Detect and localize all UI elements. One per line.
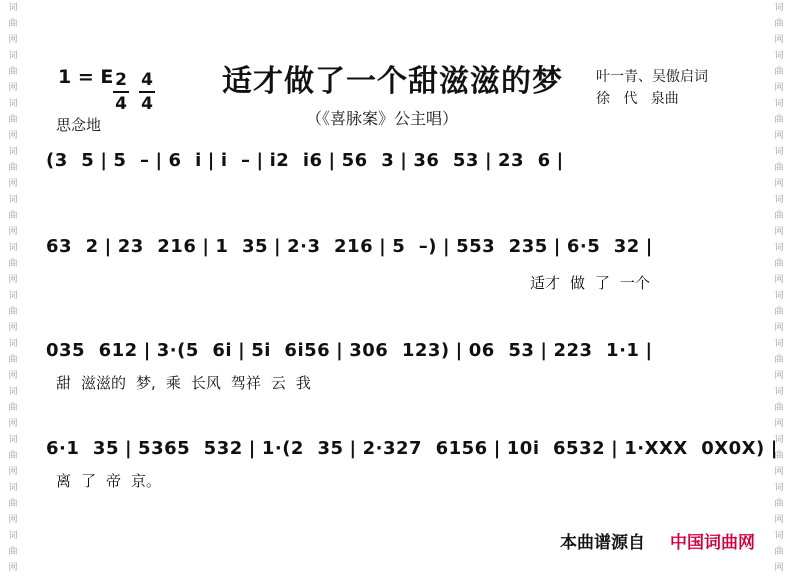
score-line-1: [46, 150, 570, 178]
barline: |: [556, 150, 564, 171]
time-signature-4-4: [138, 70, 156, 114]
lyric-syllable: 一个: [620, 274, 651, 292]
measure: 3·(5 6i: [156, 340, 233, 361]
watermark-char: 曲: [774, 115, 784, 125]
watermark-char: 词: [774, 435, 784, 445]
watermark-char: 网: [8, 467, 18, 477]
watermark-char: 词: [8, 531, 18, 541]
measure: 306 123): [349, 340, 450, 361]
lyric-syllable: 甜: [56, 374, 72, 392]
time-top: 4: [141, 70, 153, 90]
barline: |: [455, 340, 463, 361]
barline: |: [442, 236, 451, 257]
source-site-link[interactable]: 中国词曲网: [670, 533, 755, 553]
watermark-char: 网: [8, 179, 18, 189]
lyric-syllable: 做: [570, 274, 586, 292]
watermark-char: 曲: [8, 211, 18, 221]
watermark-char: 词: [774, 99, 784, 109]
watermark-char: 词: [8, 339, 18, 349]
watermark-char: 曲: [8, 355, 18, 365]
watermark-char: 网: [774, 467, 784, 477]
barline: |: [770, 438, 778, 459]
lyrics-line-4: [56, 470, 171, 491]
watermark-char: 网: [774, 131, 784, 141]
watermark-char: 词: [8, 195, 18, 205]
watermark-char: 曲: [774, 547, 784, 557]
time-bottom: 4: [115, 94, 127, 114]
measure: 23 216: [117, 236, 197, 257]
watermark-char: 网: [774, 563, 784, 573]
score-line-4: [46, 438, 784, 466]
lyrics-line-2: [530, 272, 660, 293]
lyric-syllable: 乘: [165, 374, 181, 392]
measure: 553 235: [456, 236, 548, 257]
barline: |: [379, 236, 387, 257]
watermark-char: 词: [774, 531, 784, 541]
lyric-syllable: 梦,: [136, 374, 156, 392]
watermark-char: 曲: [8, 67, 18, 77]
measure: 035 612: [46, 340, 138, 361]
score-line-2: [46, 236, 659, 264]
measure: 6·1 35: [46, 438, 119, 459]
watermark-char: 词: [774, 195, 784, 205]
watermark-char: 网: [8, 227, 18, 237]
watermark-char: 词: [8, 147, 18, 157]
barline: |: [349, 438, 357, 459]
watermark-char: 曲: [774, 451, 784, 461]
barline: |: [400, 150, 408, 171]
lyric-syllable: 京。: [131, 472, 162, 490]
watermark-char: 词: [8, 51, 18, 61]
watermark-char: 曲: [8, 115, 18, 125]
watermark-char: 词: [774, 387, 784, 397]
watermark-char: 网: [774, 323, 784, 333]
watermark-char: 词: [774, 51, 784, 61]
credits: [596, 66, 708, 110]
source-label: 本曲谱源自: [560, 533, 645, 553]
watermark-char: 词: [8, 291, 18, 301]
measure: 5 –): [392, 236, 437, 257]
watermark-right: [768, 0, 790, 579]
watermark-char: 曲: [774, 499, 784, 509]
lyric-syllable: 了: [81, 472, 97, 490]
watermark-char: 词: [8, 3, 18, 13]
measure: i –: [220, 150, 251, 171]
watermark-char: 词: [8, 435, 18, 445]
watermark-char: 网: [8, 323, 18, 333]
watermark-char: 网: [8, 563, 18, 573]
measure: 10i 6532: [506, 438, 606, 459]
measure: 2·3 216: [287, 236, 374, 257]
lyric-syllable: 了: [595, 274, 611, 292]
time-bottom: 4: [141, 94, 153, 114]
measure: 2·327 6156: [362, 438, 488, 459]
time-signature-2-4: [112, 70, 130, 114]
song-title: 适才做了一个甜滋滋的梦: [222, 64, 563, 99]
barline: |: [143, 340, 151, 361]
barline: |: [553, 236, 561, 257]
measure: 1 35: [215, 236, 269, 257]
watermark-char: 曲: [8, 403, 18, 413]
tempo-marking: 思念地: [56, 116, 102, 134]
watermark-char: 词: [8, 243, 18, 253]
watermark-char: 网: [774, 83, 784, 93]
barline: |: [207, 150, 215, 171]
barline: |: [484, 150, 493, 171]
measure: 5365 532: [138, 438, 243, 459]
watermark-char: 曲: [774, 163, 784, 173]
watermark-char: 曲: [774, 259, 784, 269]
barline: |: [124, 438, 133, 459]
watermark-char: 网: [8, 83, 18, 93]
watermark-char: 网: [774, 515, 784, 525]
watermark-char: 曲: [8, 499, 18, 509]
watermark-char: 网: [8, 419, 18, 429]
barline: |: [202, 236, 210, 257]
watermark-char: 网: [8, 35, 18, 45]
watermark-char: 词: [774, 291, 784, 301]
watermark-char: 词: [774, 147, 784, 157]
lyric-syllable: 离: [56, 472, 72, 490]
measure: 6 i: [168, 150, 202, 171]
watermark-char: 曲: [8, 451, 18, 461]
watermark-char: 曲: [8, 547, 18, 557]
lyric-syllable: 云: [270, 374, 286, 392]
barline: |: [248, 438, 256, 459]
song-subtitle: （《喜脉案》公主唱）: [306, 109, 459, 128]
measure: 06 53: [468, 340, 535, 361]
watermark-char: 曲: [774, 211, 784, 221]
key-signature: 1 = E: [58, 66, 114, 88]
barline: |: [155, 150, 163, 171]
lyric-syllable: 长风: [190, 374, 221, 392]
watermark-char: 曲: [774, 307, 784, 317]
watermark-char: 词: [774, 339, 784, 349]
barline: |: [336, 340, 344, 361]
barline: |: [645, 236, 653, 257]
measure: i2 i6: [269, 150, 323, 171]
measure: 63 2: [46, 236, 99, 257]
watermark-left: [2, 0, 24, 579]
lyric-syllable: 适才: [530, 274, 561, 292]
measure: 1·(2 35: [261, 438, 344, 459]
watermark-char: 曲: [8, 19, 18, 29]
watermark-char: 曲: [8, 259, 18, 269]
measure: 23 6: [498, 150, 551, 171]
watermark-char: 网: [8, 515, 18, 525]
watermark-char: 网: [8, 371, 18, 381]
watermark-char: 词: [8, 99, 18, 109]
watermark-char: 词: [774, 483, 784, 493]
lyrics-line-3: [56, 372, 321, 393]
score-line-3: [46, 340, 659, 368]
lyric-syllable: 滋滋的: [81, 374, 127, 392]
watermark-char: 网: [774, 419, 784, 429]
watermark-char: 网: [8, 275, 18, 285]
watermark-char: 曲: [774, 403, 784, 413]
watermark-char: 网: [774, 227, 784, 237]
watermark-char: 网: [774, 275, 784, 285]
barline: |: [274, 236, 282, 257]
lyric-syllable: 帝: [106, 472, 122, 490]
watermark-char: 网: [8, 131, 18, 141]
lyric-syllable: 驾祥: [230, 374, 261, 392]
barline: |: [104, 236, 112, 257]
watermark-char: 词: [8, 483, 18, 493]
watermark-char: 词: [774, 3, 784, 13]
measure: 1·XXX 0X0X): [624, 438, 765, 459]
barline: |: [540, 340, 548, 361]
lyric-syllable: 我: [295, 374, 311, 392]
watermark-char: 网: [774, 179, 784, 189]
measure: 5 –: [113, 150, 150, 171]
watermark-char: 曲: [8, 163, 18, 173]
watermark-char: 曲: [774, 67, 784, 77]
watermark-char: 曲: [774, 355, 784, 365]
watermark-char: 词: [774, 243, 784, 253]
barline: |: [238, 340, 246, 361]
barline: |: [645, 340, 653, 361]
barline: |: [256, 150, 264, 171]
measure: 6·5 32: [566, 236, 640, 257]
time-top: 2: [115, 70, 127, 90]
composer: 徐 代 泉曲: [596, 91, 679, 107]
watermark-char: 曲: [774, 19, 784, 29]
barline: |: [100, 150, 108, 171]
measure: 36 53: [413, 150, 479, 171]
watermark-char: 曲: [8, 307, 18, 317]
measure: (3 5: [46, 150, 95, 171]
watermark-char: 网: [774, 35, 784, 45]
barline: |: [493, 438, 501, 459]
watermark-char: 网: [774, 371, 784, 381]
measure: 56 3: [341, 150, 395, 171]
measure: 5i 6i56: [251, 340, 331, 361]
barline: |: [611, 438, 619, 459]
barline: |: [328, 150, 336, 171]
lyricists: 叶一青、吴傲启词: [596, 69, 708, 85]
measure: 223 1·1: [553, 340, 640, 361]
watermark-char: 词: [8, 387, 18, 397]
